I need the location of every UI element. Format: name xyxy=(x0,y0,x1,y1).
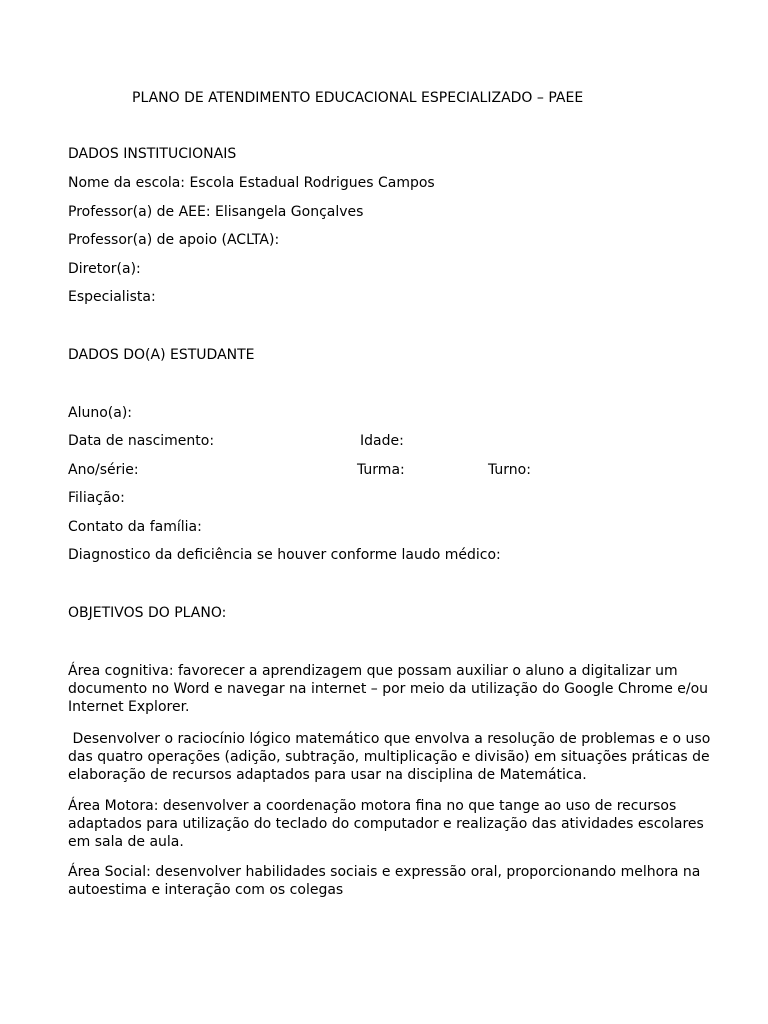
objective-cognitive-line: Internet Explorer. xyxy=(68,699,190,715)
objective-social-line: Área Social: desenvolver habilidades sociais e expressão oral, proporcionando melhora na xyxy=(68,864,701,880)
aee-teacher-field: Professor(a) de AEE: Elisangela Gonçalves xyxy=(68,204,364,220)
specialist-field: Especialista: xyxy=(68,289,156,305)
document-title: PLANO DE ATENDIMENTO EDUCACIONAL ESPECIALIZADO – PAEE xyxy=(132,90,584,106)
objective-social-line: autoestima e interação com os colegas xyxy=(68,882,344,898)
parents-field: Filiação: xyxy=(68,490,125,506)
objective-motor xyxy=(68,797,718,851)
shift-field: Turno: xyxy=(488,462,531,478)
grade-field: Ano/série: xyxy=(68,462,139,478)
support-teacher-field: Professor(a) de apoio (ACLTA): xyxy=(68,232,280,248)
objective-motor-line: em sala de aula. xyxy=(68,834,184,850)
objective-cognitive-line: Área cognitiva: favorecer a aprendizagem que possam auxiliar o aluno a digitalizar um xyxy=(68,663,678,679)
objective-motor-line: Área Motora: desenvolver a coordenação motora fina no que tange ao uso de recursos xyxy=(68,798,677,814)
birth-date-field: Data de nascimento: xyxy=(68,433,215,449)
objective-motor-line: adaptados para utilização do teclado do computador e realização das atividades escolares xyxy=(68,816,704,832)
objective-logic-line: das quatro operações (adição, subtração, multiplicação e divisão) em situações práticas de xyxy=(68,749,710,765)
objectives-heading: OBJETIVOS DO PLANO: xyxy=(68,605,227,621)
diagnosis-field: Diagnostico da deficiência se houver conforme laudo médico: xyxy=(68,547,501,563)
institutional-heading: DADOS INSTITUCIONAIS xyxy=(68,146,237,162)
class-field: Turma: xyxy=(357,462,405,478)
age-field: Idade: xyxy=(360,433,404,449)
objective-logic-line: elaboração de recursos adaptados para usar na disciplina de Matemática. xyxy=(68,767,587,783)
objective-logic-line: Desenvolver o raciocínio lógico matemático que envolva a resolução de problemas e o uso xyxy=(68,731,711,747)
student-name-field: Aluno(a): xyxy=(68,405,132,421)
objective-cognitive-line: documento no Word e navegar na internet – por meio da utilização do Google Chrome e/ou xyxy=(68,681,709,697)
objective-social xyxy=(68,863,718,899)
objective-logic xyxy=(68,730,718,784)
student-heading: DADOS DO(A) ESTUDANTE xyxy=(68,347,255,363)
family-contact-field: Contato da família: xyxy=(68,519,202,535)
director-field: Diretor(a): xyxy=(68,261,141,277)
school-name-field: Nome da escola: Escola Estadual Rodrigues Campos xyxy=(68,175,435,191)
objective-cognitive xyxy=(68,662,718,716)
